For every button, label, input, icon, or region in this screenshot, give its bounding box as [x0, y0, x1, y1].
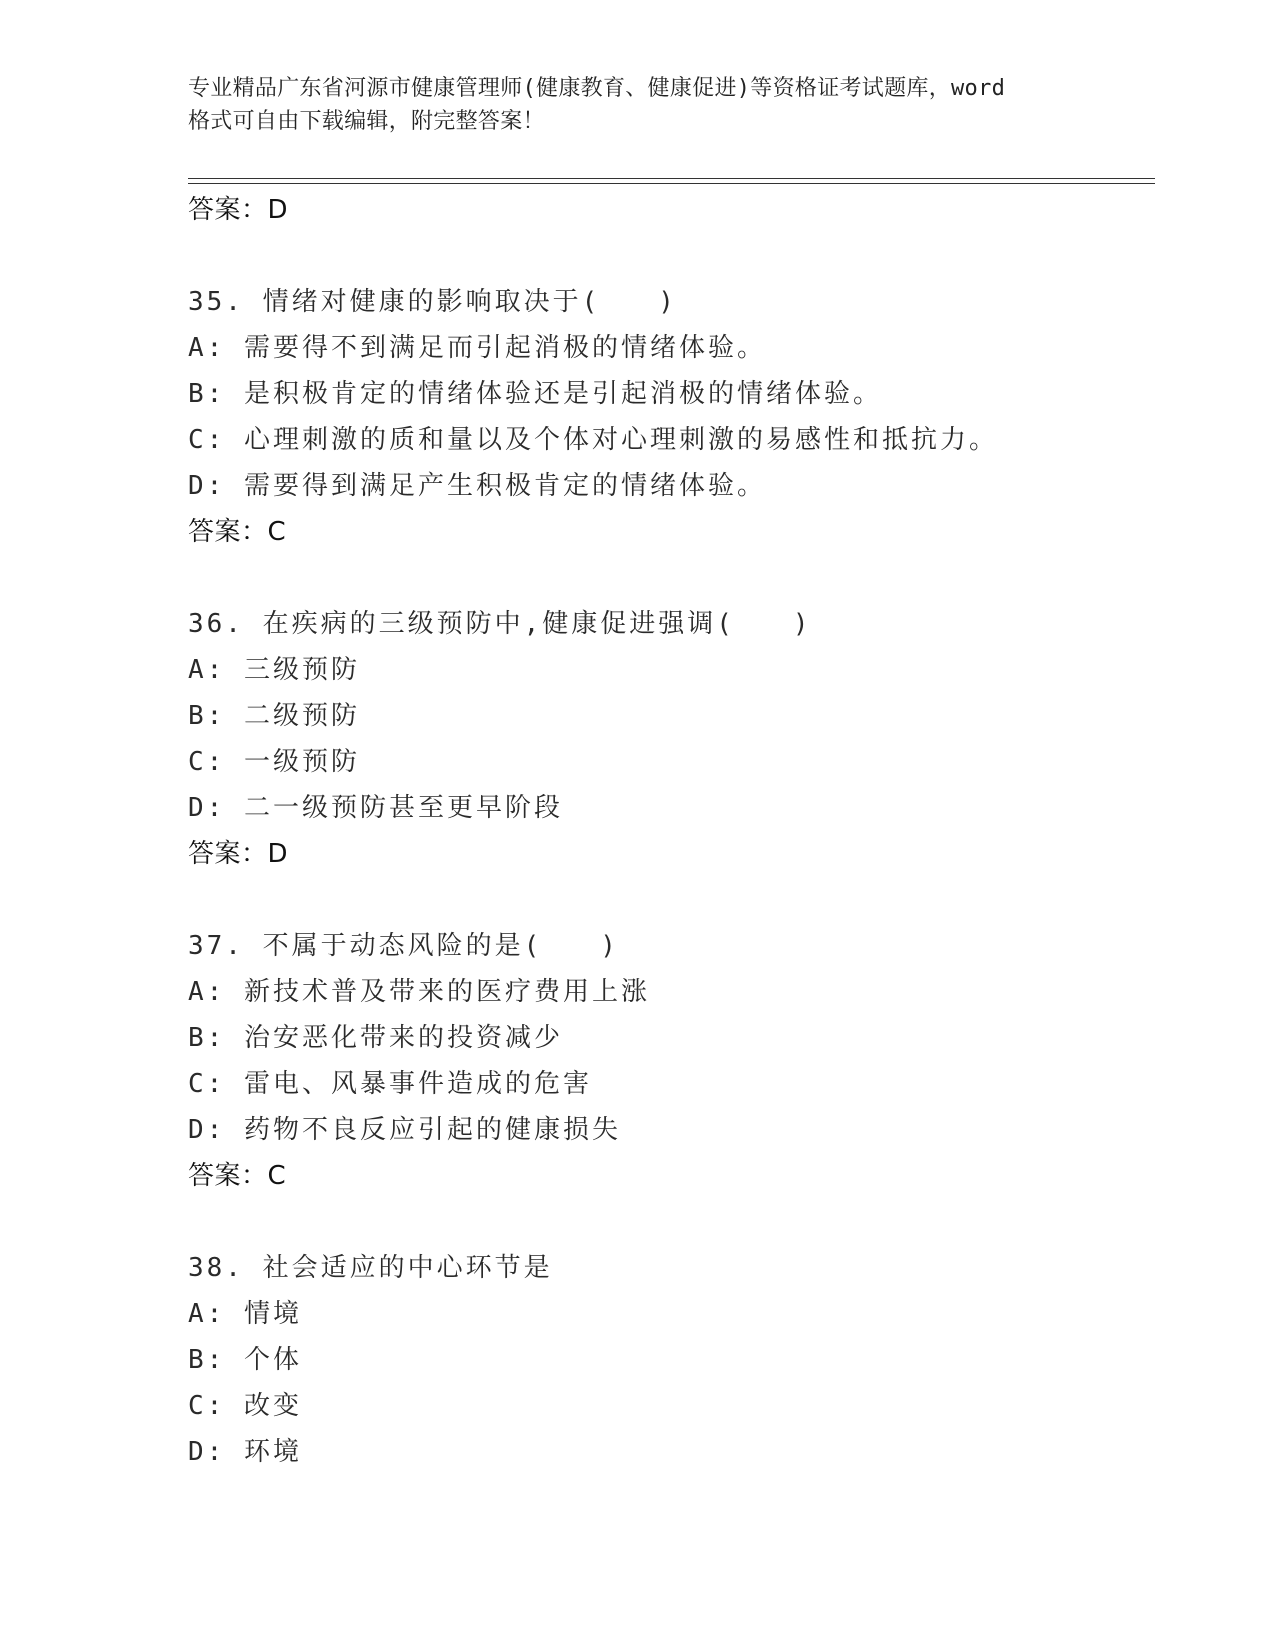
header-line-2: 格式可自由下载编辑，附完整答案！ [188, 109, 545, 134]
answer-line: 答案：C [188, 517, 287, 547]
spacer [188, 877, 1148, 923]
option-a: A: 情境 [188, 1299, 302, 1329]
answer-line: 答案：C [188, 1161, 287, 1191]
option-d: D: 药物不良反应引起的健康损失 [188, 1115, 621, 1145]
previous-answer: 答案：D [188, 195, 289, 225]
option-d: D: 环境 [188, 1437, 302, 1467]
header-line-1: 专业精品广东省河源市健康管理师(健康教育、健康促进)等资格证考试题库，word [188, 76, 1006, 101]
header-divider-top [188, 178, 1155, 179]
question-list [188, 187, 1148, 1475]
spacer [188, 555, 1148, 601]
question-stem: 35. 情绪对健康的影响取决于( ) [188, 287, 677, 317]
option-b: B: 治安恶化带来的投资减少 [188, 1023, 563, 1053]
option-b: B: 个体 [188, 1345, 302, 1375]
option-a: A: 新技术普及带来的医疗费用上涨 [188, 977, 650, 1007]
option-c: C: 改变 [188, 1391, 302, 1421]
question-stem: 36. 在疾病的三级预防中,健康促进强调( ) [188, 609, 812, 639]
option-b: B: 二级预防 [188, 701, 360, 731]
document-header [188, 72, 1088, 138]
question-stem: 38. 社会适应的中心环节是 [188, 1253, 553, 1283]
question-stem: 37. 不属于动态风险的是( ) [188, 931, 619, 961]
spacer [188, 1199, 1148, 1245]
option-a: A: 需要得不到满足而引起消极的情绪体验。 [188, 333, 766, 363]
answer-line: 答案：D [188, 839, 289, 869]
question-35 [188, 279, 1148, 555]
option-d: D: 需要得到满足产生积极肯定的情绪体验。 [188, 471, 766, 501]
question-38 [188, 1245, 1148, 1475]
option-c: C: 雷电、风暴事件造成的危害 [188, 1069, 592, 1099]
option-a: A: 三级预防 [188, 655, 360, 685]
option-d: D: 二一级预防甚至更早阶段 [188, 793, 563, 823]
option-c: C: 一级预防 [188, 747, 360, 777]
question-36 [188, 601, 1148, 877]
header-divider-bottom [188, 183, 1155, 184]
spacer [188, 233, 1148, 279]
option-b: B: 是积极肯定的情绪体验还是引起消极的情绪体验。 [188, 379, 882, 409]
question-37 [188, 923, 1148, 1199]
option-c: C: 心理刺激的质和量以及个体对心理刺激的易感性和抵抗力。 [188, 425, 998, 455]
